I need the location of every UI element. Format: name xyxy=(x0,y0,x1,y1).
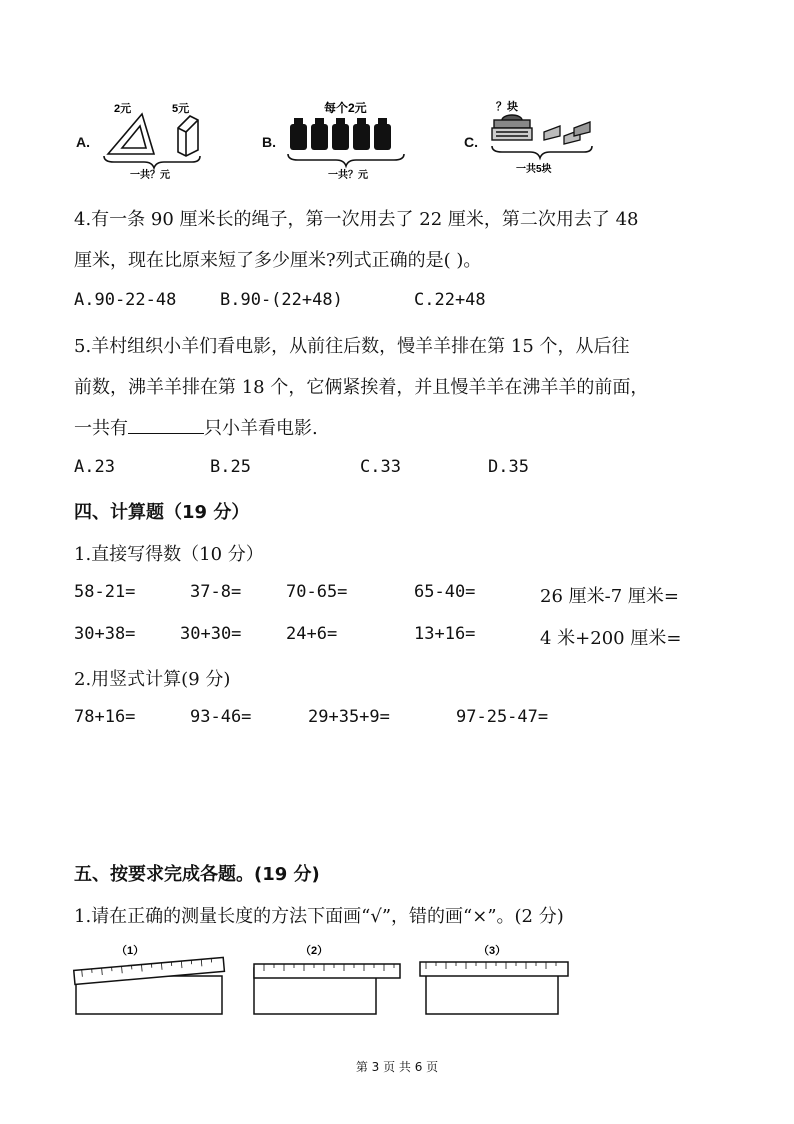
q5-line3-after: 只小羊看电影. xyxy=(204,418,318,439)
section4-sub1: 1.直接写得数（10 分） xyxy=(74,544,264,565)
calc-r1-c5: 26 厘米-7 厘米= xyxy=(540,586,679,607)
q4-option-a: A.90-22-48 xyxy=(74,290,177,310)
section4-heading: 四、计算题（19 分） xyxy=(74,502,250,523)
calc-r2-c5: 4 米+200 厘米= xyxy=(540,628,682,649)
jar-icons xyxy=(290,118,391,150)
vert-calc-4: 97-25-47= xyxy=(456,707,549,727)
calc-r2-c4: 13+16= xyxy=(414,624,476,644)
cake-slice-icon xyxy=(544,122,590,144)
section5-q1: 1.请在正确的测量长度的方法下面画“√”，错的画“×”。(2 分) xyxy=(74,906,564,927)
q5-line3-before: 一共有 xyxy=(74,418,128,439)
option-b-figure xyxy=(284,98,414,180)
option-a-total: 一共？元 xyxy=(130,170,170,180)
q4-option-b: B.90-(22+48) xyxy=(220,290,343,310)
q5-line1: 5.羊村组织小羊们看电影，从前往后数，慢羊羊排在第 15 个，从后往 xyxy=(74,336,630,357)
option-a-price1: 2元 xyxy=(114,103,132,115)
triangle-ruler-icon xyxy=(108,114,154,154)
option-a-figure xyxy=(100,98,210,180)
calc-r2-c1: 30+38= xyxy=(74,624,136,644)
option-b-top: 每个2元 xyxy=(324,101,367,115)
option-b-letter: B. xyxy=(262,134,276,150)
calc-r2-c3: 24+6= xyxy=(286,624,338,644)
ruler-icon xyxy=(254,964,400,978)
section5-heading: 五、按要求完成各题。(19 分) xyxy=(74,864,320,885)
vert-calc-3: 29+35+9= xyxy=(308,707,390,727)
section4-sub2: 2.用竖式计算(9 分) xyxy=(74,669,231,690)
option-b-total: 一共？元 xyxy=(328,170,368,180)
calc-r2-c2: 30+30= xyxy=(180,624,242,644)
page-footer: 第 3 页 共 6 页 xyxy=(355,1060,439,1074)
q4-line2: 厘米，现在比原来短了多少厘米?列式正确的是( )。 xyxy=(74,250,482,271)
q4-line1: 4.有一条 90 厘米长的绳子，第一次用去了 22 厘米，第二次用去了 48 xyxy=(74,209,639,230)
calc-r1-c4: 65-40= xyxy=(414,582,476,602)
ruler-figure-1-label: （1） xyxy=(116,945,145,957)
q5-option-a: A.23 xyxy=(74,457,115,477)
q5-line3 xyxy=(74,414,318,440)
ruler-figure-2-label: （2） xyxy=(300,945,329,957)
ruler-figure-2 xyxy=(250,940,404,1018)
option-c-letter: C. xyxy=(464,134,478,150)
cake-icon xyxy=(492,115,532,140)
calc-r1-c2: 37-8= xyxy=(190,582,242,602)
calc-r1-c1: 58-21= xyxy=(74,582,136,602)
q5-option-c: C.33 xyxy=(360,457,401,477)
ruler-figure-3-label: （3） xyxy=(478,945,507,957)
calc-r1-c3: 70-65= xyxy=(286,582,348,602)
ruler-icon xyxy=(74,957,225,984)
vert-calc-2: 93-46= xyxy=(190,707,252,727)
q5-option-d: D.35 xyxy=(488,457,529,477)
eraser-icon xyxy=(178,116,198,156)
q5-line2: 前数，沸羊羊排在第 18 个，它俩紧挨着，并且慢羊羊在沸羊羊的前面， xyxy=(74,377,649,398)
option-a-letter: A. xyxy=(76,134,90,150)
option-c-figure xyxy=(488,98,600,182)
option-c-top: ？块 xyxy=(496,101,518,113)
q4-option-c: C.22+48 xyxy=(414,290,486,310)
ruler-figure-1 xyxy=(72,940,228,1018)
q5-answer-blank[interactable] xyxy=(128,419,204,434)
vert-calc-1: 78+16= xyxy=(74,707,136,727)
option-c-total: 一共5块 xyxy=(516,164,552,175)
q5-option-b: B.25 xyxy=(210,457,251,477)
ruler-figure-3 xyxy=(418,940,572,1018)
ruler-icon xyxy=(420,962,568,976)
option-a-price2: 5元 xyxy=(172,103,190,115)
